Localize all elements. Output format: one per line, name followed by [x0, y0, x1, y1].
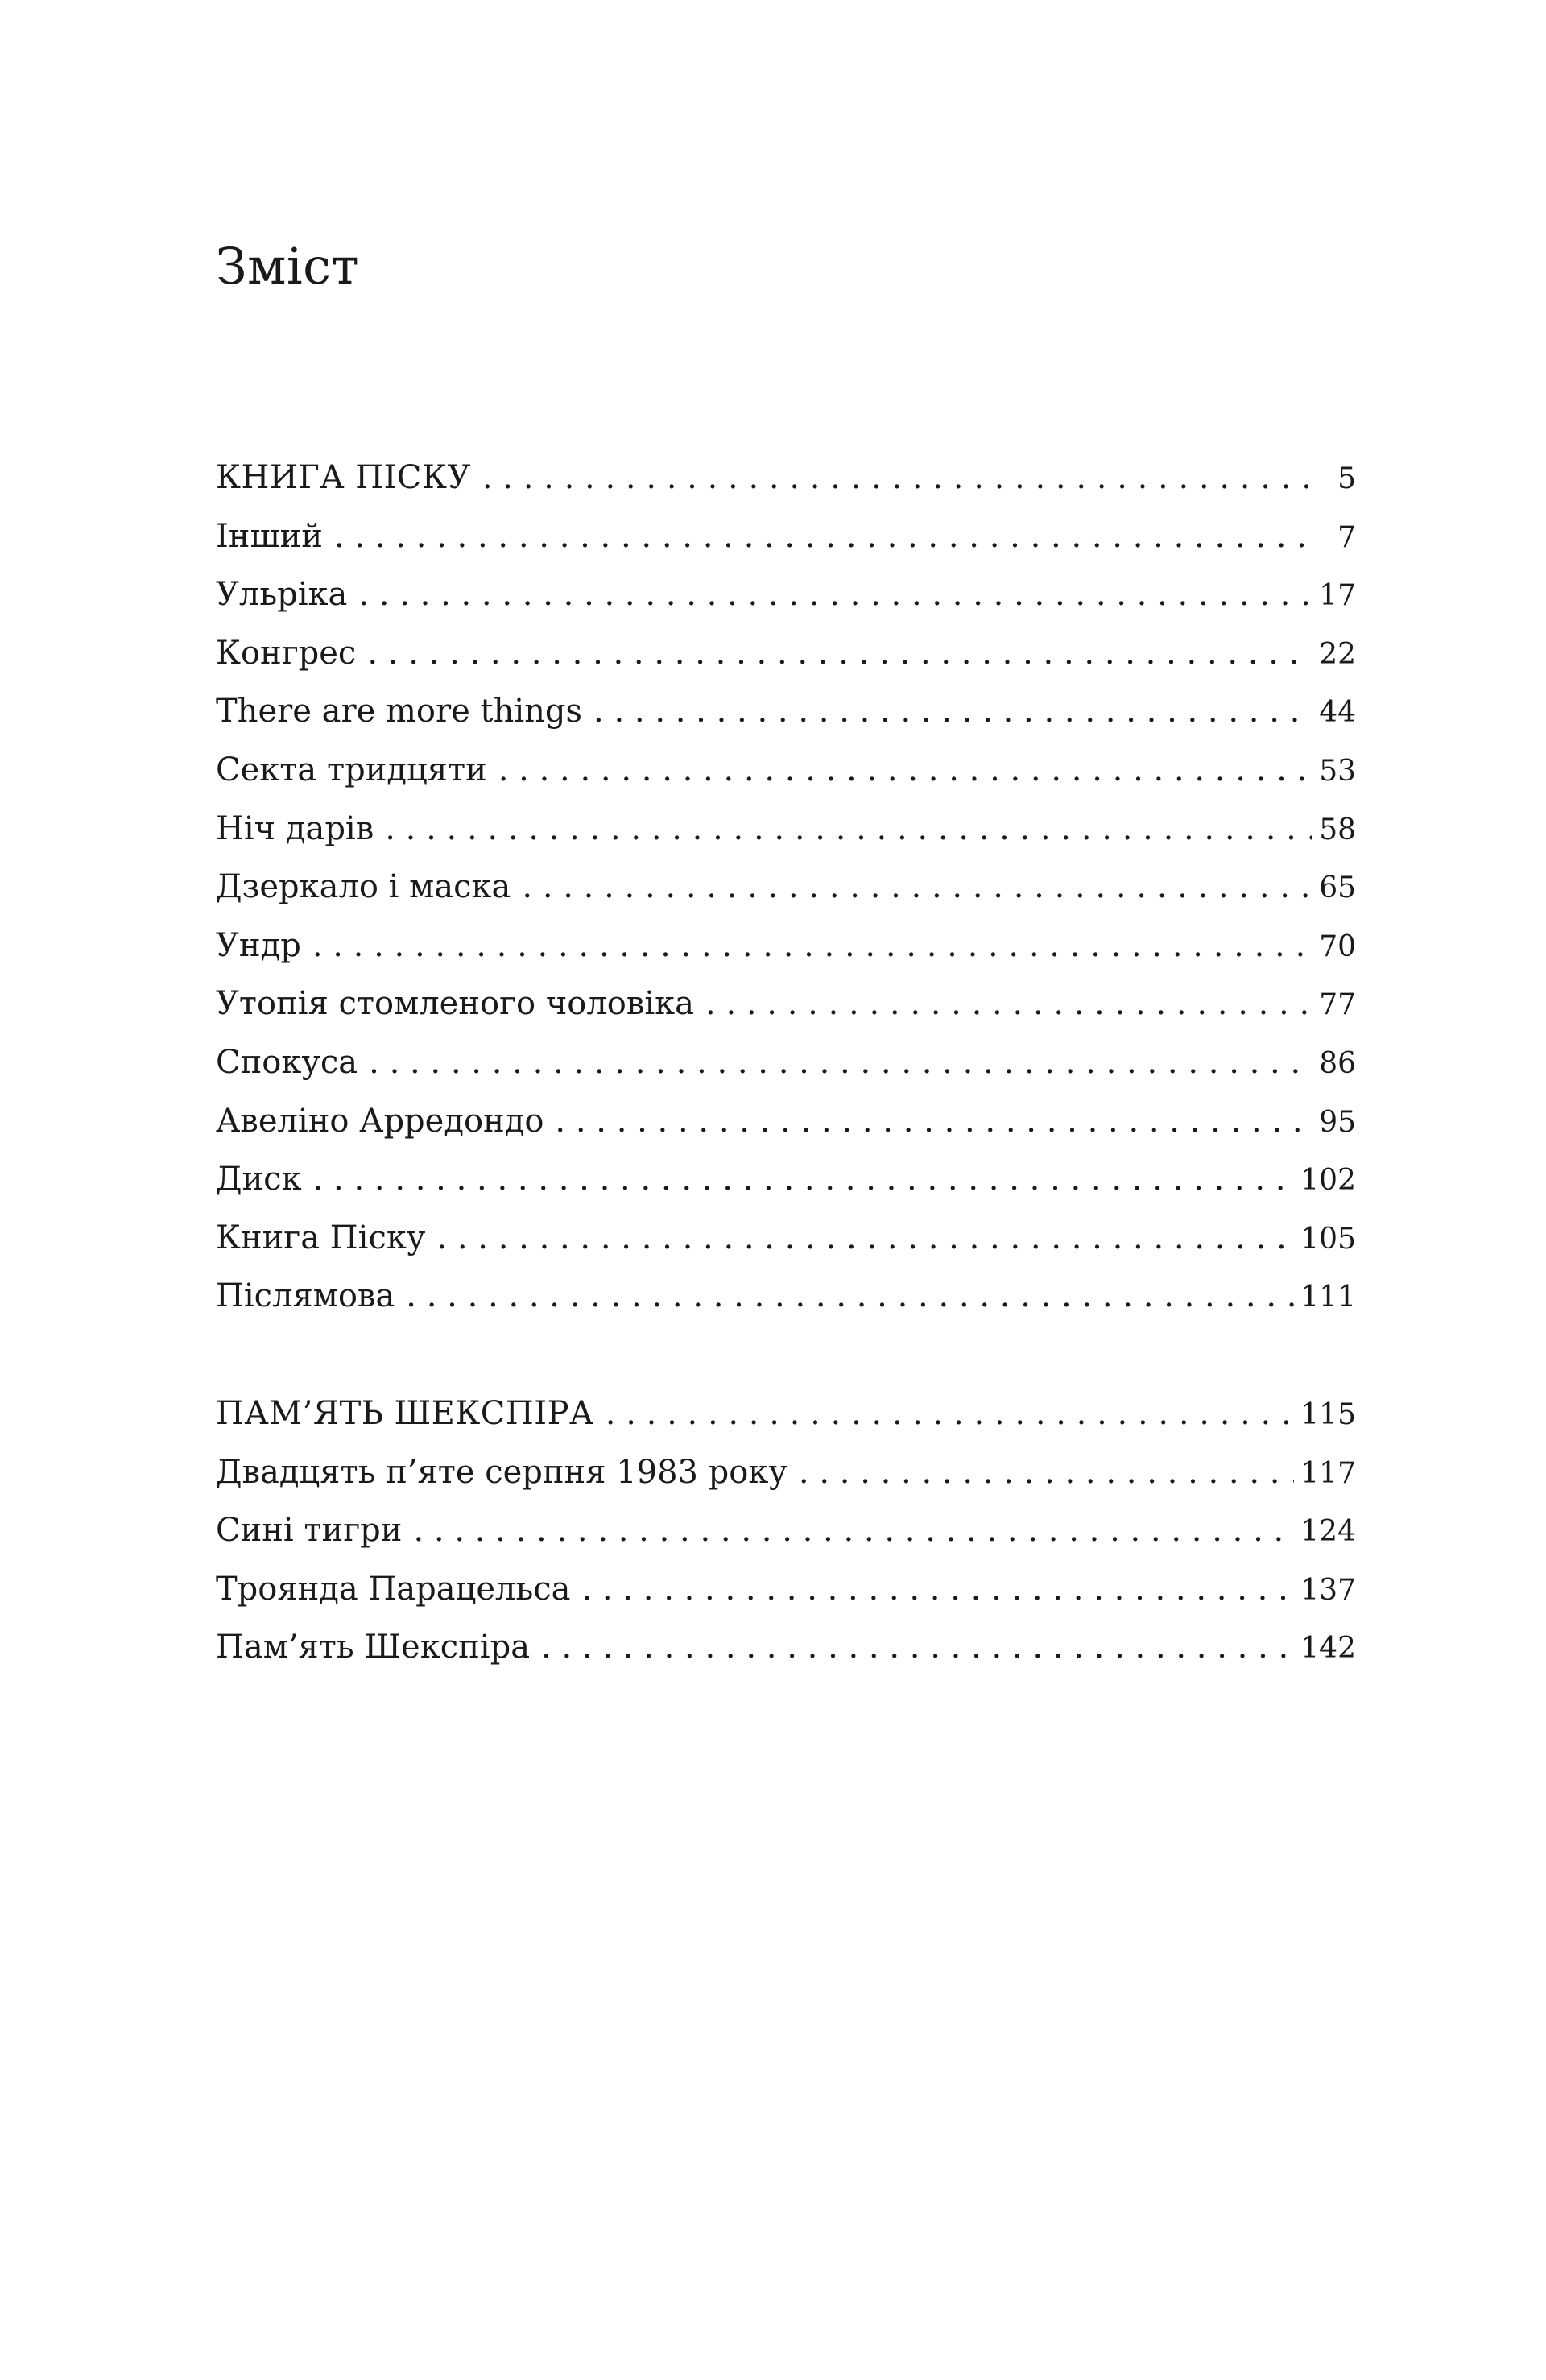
- toc-entry-page: 111: [1300, 1281, 1356, 1314]
- toc-entry[interactable]: [216, 1150, 1356, 1209]
- toc-entry-title: Дзеркало і маска: [216, 868, 511, 906]
- toc-section-shakespeares-memory: [216, 1385, 1356, 1677]
- toc-entry-title: Троянда Парацельса: [216, 1570, 571, 1608]
- dot-leader: [541, 1618, 1294, 1677]
- toc-entry-page: 102: [1300, 1164, 1356, 1198]
- toc-entry-title: Інший: [216, 517, 323, 555]
- toc-entry-page: 115: [1300, 1397, 1356, 1431]
- toc-entry-title: ПАМ’ЯТЬ ШЕКСПІРА: [216, 1394, 594, 1432]
- toc-entry-page: 142: [1300, 1632, 1356, 1666]
- toc-entry-title: There are more things: [216, 693, 583, 731]
- dot-leader: [522, 858, 1312, 917]
- toc-entry[interactable]: [216, 1092, 1356, 1151]
- toc-entry-page: 22: [1319, 637, 1356, 671]
- toc-section-heading[interactable]: [216, 449, 1356, 507]
- dot-leader: [334, 507, 1317, 566]
- toc-entry-title: КНИГА ПІСКУ: [216, 459, 471, 496]
- toc-entry-page: 65: [1319, 871, 1356, 905]
- dot-leader: [498, 741, 1312, 800]
- toc-entry-title: Ульріка: [216, 576, 348, 614]
- toc-entry-title: Ніч дарів: [216, 809, 374, 847]
- toc-entry[interactable]: [216, 565, 1356, 624]
- toc-entry-title: Спокуса: [216, 1043, 358, 1081]
- dot-leader: [705, 975, 1312, 1033]
- toc-entry-page: 58: [1319, 813, 1356, 846]
- dot-leader: [436, 1209, 1294, 1268]
- dot-leader: [799, 1443, 1294, 1502]
- toc-entry-title: Секта тридцяти: [216, 751, 487, 789]
- toc-entry-title: Ундр: [216, 926, 301, 964]
- toc-entry-page: 86: [1319, 1046, 1356, 1080]
- table-of-contents: [216, 449, 1356, 1677]
- toc-entry[interactable]: [216, 1501, 1356, 1560]
- dot-leader: [369, 1033, 1312, 1092]
- toc-entry-page: 5: [1337, 462, 1356, 495]
- toc-entry-page: 95: [1319, 1105, 1356, 1139]
- toc-entry-page: 7: [1337, 520, 1356, 554]
- toc-entry-page: 137: [1300, 1573, 1356, 1607]
- toc-entry[interactable]: [216, 507, 1356, 566]
- toc-entry[interactable]: [216, 800, 1356, 859]
- toc-section-heading[interactable]: [216, 1385, 1356, 1443]
- dot-leader: [482, 449, 1317, 507]
- toc-entry[interactable]: [216, 975, 1356, 1033]
- toc-entry-page: 44: [1319, 696, 1356, 730]
- toc-entry-title: Сині тигри: [216, 1512, 403, 1550]
- toc-entry-page: 17: [1319, 579, 1356, 613]
- toc-entry-title: Пам’ять Шекспіра: [216, 1629, 531, 1666]
- toc-entry-title: Двадцять п’яте серпня 1983 року: [216, 1453, 787, 1491]
- dot-leader: [312, 917, 1312, 975]
- toc-entry[interactable]: [216, 1267, 1356, 1326]
- toc-entry-page: 117: [1300, 1456, 1356, 1490]
- dot-leader: [313, 1150, 1295, 1209]
- toc-entry-page: 70: [1319, 929, 1356, 963]
- dot-leader: [358, 565, 1312, 624]
- toc-entry[interactable]: [216, 1033, 1356, 1092]
- toc-entry-page: 53: [1319, 754, 1356, 788]
- toc-entry[interactable]: [216, 682, 1356, 741]
- toc-section-book-of-sand: [216, 449, 1356, 1326]
- dot-leader: [606, 1385, 1294, 1443]
- toc-entry-title: Авеліно Арредондо: [216, 1102, 544, 1140]
- toc-entry-title: Післямова: [216, 1277, 395, 1315]
- toc-entry-page: 124: [1300, 1515, 1356, 1549]
- toc-entry[interactable]: [216, 917, 1356, 975]
- dot-leader: [406, 1267, 1294, 1326]
- dot-leader: [581, 1560, 1294, 1619]
- toc-entry-title: Конгрес: [216, 634, 357, 672]
- toc-entry-title: Диск: [216, 1161, 302, 1198]
- toc-entry-page: 77: [1319, 988, 1356, 1022]
- toc-entry[interactable]: [216, 1209, 1356, 1268]
- page-title: Зміст: [216, 237, 360, 296]
- toc-entry[interactable]: [216, 858, 1356, 917]
- toc-entry[interactable]: [216, 741, 1356, 800]
- dot-leader: [413, 1501, 1294, 1560]
- toc-entry-page: 105: [1300, 1222, 1356, 1256]
- dot-leader: [555, 1092, 1312, 1151]
- toc-entry[interactable]: [216, 1560, 1356, 1619]
- toc-entry[interactable]: [216, 624, 1356, 683]
- toc-entry[interactable]: [216, 1443, 1356, 1502]
- dot-leader: [367, 624, 1312, 683]
- toc-entry-title: Книга Піску: [216, 1219, 426, 1256]
- toc-entry[interactable]: [216, 1618, 1356, 1677]
- toc-entry-title: Утопія стомленого чоловіка: [216, 985, 695, 1023]
- dot-leader: [593, 682, 1312, 741]
- dot-leader: [385, 800, 1312, 859]
